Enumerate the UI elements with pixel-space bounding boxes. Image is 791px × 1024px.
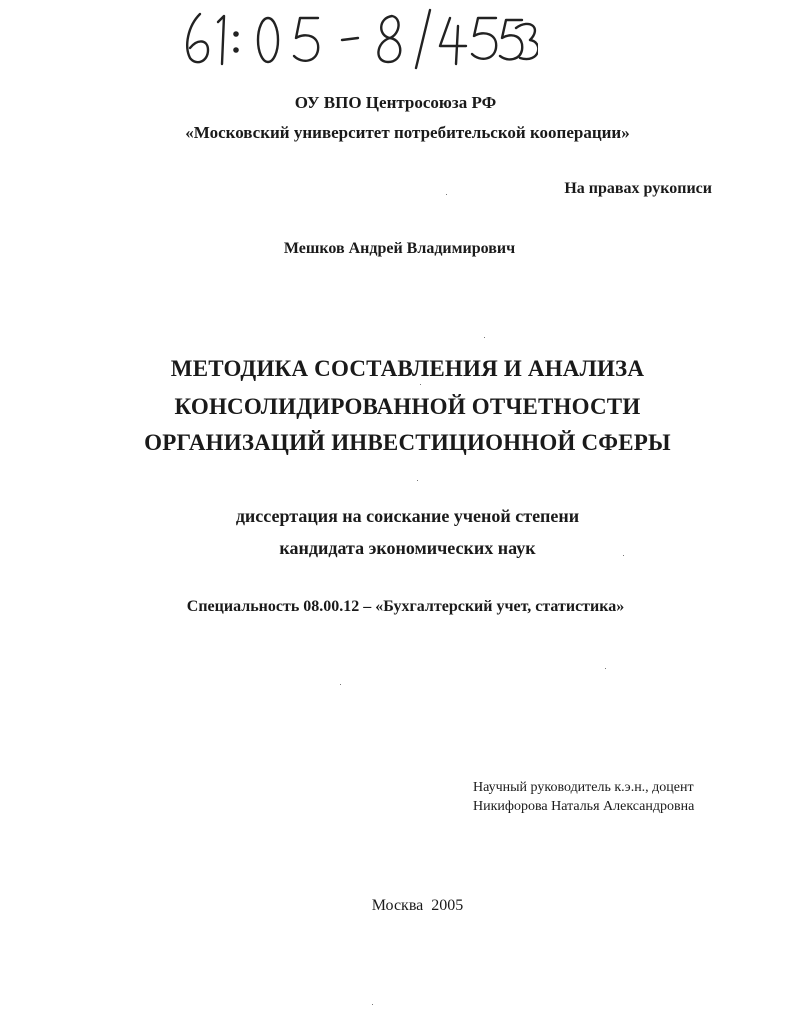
degree-statement-line-2: кандидата экономических наук bbox=[279, 538, 536, 558]
scan-speck bbox=[484, 337, 485, 338]
scan-speck bbox=[446, 194, 447, 195]
dissertation-title-line-2: КОНСОЛИДИРОВАННОЙ ОТЧЕТНОСТИ bbox=[174, 394, 641, 419]
scan-speck bbox=[417, 480, 418, 481]
handwritten-archive-number bbox=[178, 6, 538, 70]
city-name: Москва bbox=[371, 897, 424, 914]
specialty-code: Специальность 08.00.12 – «Бухгалтерский учет, статистика» bbox=[186, 598, 625, 615]
scan-speck bbox=[340, 684, 341, 685]
scan-speck bbox=[605, 668, 606, 669]
dissertation-title-line-3: ОРГАНИЗАЦИЙ ИНВЕСТИЦИОННОЙ СФЕРЫ bbox=[144, 430, 671, 455]
scan-speck bbox=[372, 1004, 373, 1005]
city-year bbox=[22, 897, 791, 915]
supervisor-block bbox=[473, 778, 694, 816]
scan-speck bbox=[623, 555, 624, 556]
supervisor-title: Научный руководитель к.э.н., доцент bbox=[473, 780, 694, 795]
author-name: Мешков Андрей Владимирович bbox=[283, 240, 516, 257]
dissertation-title-line-1: МЕТОДИКА СОСТАВЛЕНИЯ И АНАЛИЗА bbox=[170, 356, 645, 381]
manuscript-rights-note: На правах рукописи bbox=[564, 180, 712, 197]
degree-statement-line-1: диссертация на соискание ученой степени bbox=[235, 506, 580, 526]
handwritten-archive-number-drawing bbox=[178, 6, 538, 70]
organization-name: ОУ ВПО Центросоюза РФ bbox=[294, 93, 497, 112]
supervisor-name: Никифорова Наталья Александровна bbox=[473, 799, 695, 814]
university-name: «Московский университет потребительской кооперации» bbox=[185, 123, 630, 142]
scan-speck bbox=[420, 384, 421, 385]
year: 2005 bbox=[431, 897, 464, 914]
